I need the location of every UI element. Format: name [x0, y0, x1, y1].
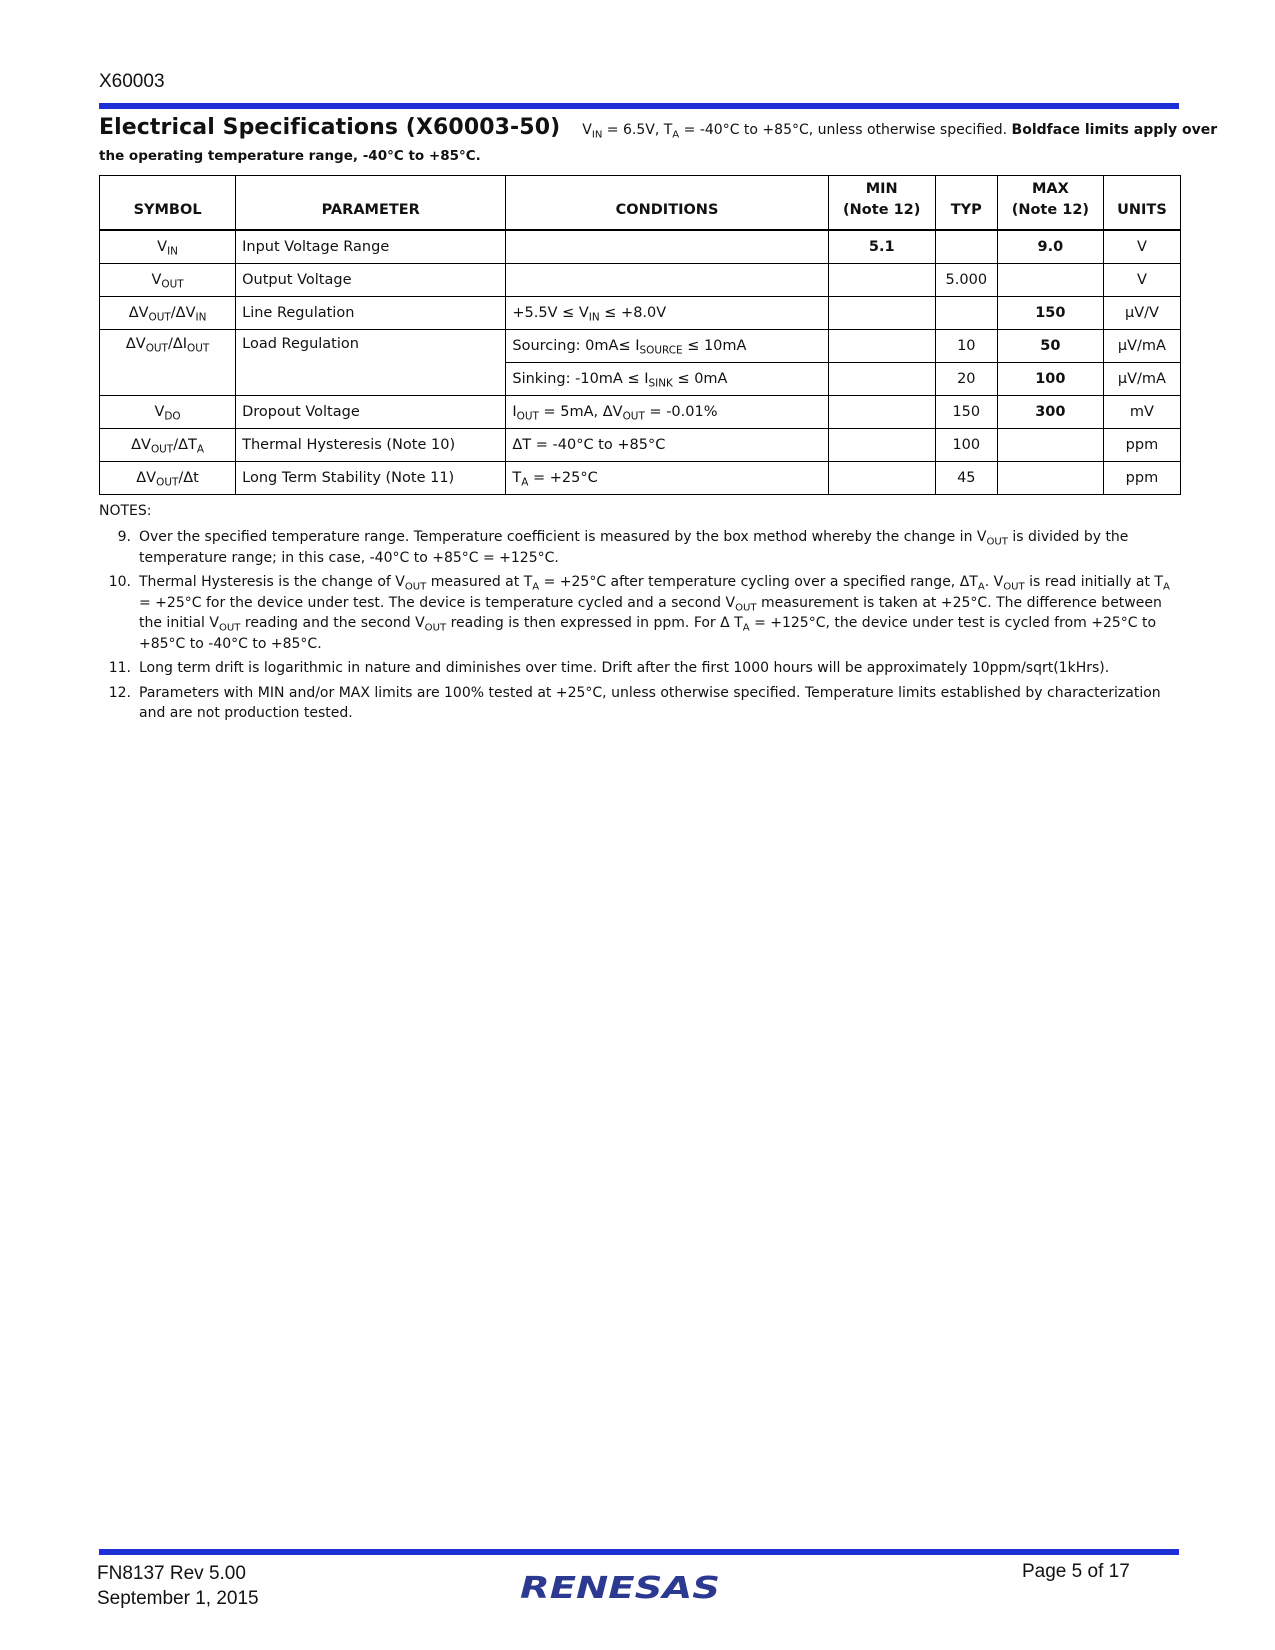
logo-text: RENESAS: [520, 1571, 720, 1606]
cond-t-sub: A: [672, 129, 680, 141]
max-cell: [997, 462, 1103, 495]
cond-part: = -0.01%: [644, 404, 718, 420]
units-cell: ppm: [1103, 429, 1180, 462]
cond-part: I: [512, 404, 517, 420]
col-max-note: (Note 12): [1011, 202, 1090, 218]
cond-part: ≤ +8.0V: [599, 305, 667, 321]
symbol-main: V: [151, 272, 162, 288]
conditions-cell: [506, 230, 828, 264]
units-cell: V: [1103, 264, 1180, 297]
max-cell: [997, 429, 1103, 462]
table-row: [100, 429, 1181, 462]
symbol-sub: IN: [195, 311, 207, 324]
parameter-cell: Load Regulation: [236, 330, 506, 396]
symbol-cell: [100, 330, 236, 396]
note-sub: A: [1162, 581, 1170, 593]
note-part: Thermal Hysteresis is the change of V: [139, 574, 405, 590]
cond-sub: A: [521, 476, 529, 489]
symbol-part: ΔV: [128, 305, 149, 321]
boldface-note-line2: the operating temperature range, -40°C to +85°C.: [99, 148, 481, 164]
units-cell: mV: [1103, 396, 1180, 429]
note-9: [99, 527, 1181, 568]
min-cell: [828, 462, 935, 495]
cond-sub: SOURCE: [639, 344, 683, 357]
col-conditions: CONDITIONS: [506, 176, 828, 231]
conditions-cell: [506, 264, 828, 297]
footer-left: [97, 1561, 259, 1611]
note-sub: A: [977, 581, 985, 593]
spec-table: [99, 175, 1181, 495]
cond-v: V: [582, 122, 592, 138]
symbol-cell: [100, 462, 236, 495]
symbol-sub: OUT: [150, 443, 174, 456]
table-header-row: [100, 176, 1181, 231]
col-min-label: MIN: [865, 181, 898, 197]
table-row: [100, 264, 1181, 297]
table-row: [100, 396, 1181, 429]
cond-sub: OUT: [516, 410, 539, 423]
symbol-cell: [100, 297, 236, 330]
conditions-cell: [506, 297, 828, 330]
page-number: Page 5 of 17: [1022, 1561, 1130, 1582]
note-text: Parameters with MIN and/or MAX limits are 100% tested at +25°C, unless otherwise specified. Temperature limits established by characterization and are not production tested.: [139, 684, 1161, 721]
symbol-sub: A: [196, 443, 204, 456]
max-cell: 9.0: [997, 230, 1103, 264]
table-row: [100, 230, 1181, 264]
symbol-cell: [100, 230, 236, 264]
note-part: measured at T: [426, 574, 533, 590]
note-sub: OUT: [735, 602, 757, 614]
min-cell: [828, 297, 935, 330]
note-part: reading and the second V: [240, 615, 425, 631]
cond-rest: = -40°C to +85°C, unless otherwise specified.: [679, 122, 1012, 138]
conditions-cell: ΔT = -40°C to +85°C: [506, 429, 828, 462]
units-cell: µV/mA: [1103, 330, 1180, 363]
renesas-logo-icon: [516, 1568, 726, 1608]
symbol-sub: OUT: [145, 342, 168, 355]
note-sub: OUT: [1003, 581, 1025, 593]
cond-part: = +25°C: [528, 470, 598, 486]
cond-part: ≤ 0mA: [672, 371, 728, 387]
note-number: 12.: [108, 684, 131, 701]
min-cell: [828, 330, 935, 363]
note-part: Over the specified temperature range. Temperature coefficient is measured by the box method whereby the change in V: [139, 529, 987, 545]
note-sub: OUT: [424, 622, 447, 634]
symbol-part: /ΔT: [173, 437, 197, 453]
col-min: [828, 176, 935, 231]
typ-cell: [935, 297, 997, 330]
table-row: [100, 462, 1181, 495]
cond-part: ≤ 10mA: [682, 338, 747, 354]
note-sub: OUT: [218, 622, 241, 634]
cond-sub: IN: [588, 311, 600, 324]
col-units: UNITS: [1103, 176, 1180, 231]
note-part: = +25°C after temperature cycling over a specified range, ΔT: [539, 574, 978, 590]
symbol-sub: OUT: [156, 476, 179, 489]
conditions-cell: [506, 330, 828, 363]
symbol-part: ΔV: [125, 336, 146, 352]
symbol-part: ΔV: [136, 470, 157, 486]
cond-part: Sinking: -10mA ≤ I: [512, 371, 649, 387]
col-min-note: (Note 12): [843, 202, 921, 218]
boldface-note: Boldface limits apply over: [1011, 122, 1218, 138]
notes-list: [99, 527, 1181, 728]
note-part: = +125°C, the device under test is cycled from +25°C to +85°C to -40°C to +85°C.: [139, 615, 1157, 652]
doc-revision: FN8137 Rev 5.00: [97, 1563, 246, 1584]
note-11: [99, 658, 1181, 679]
typ-cell: 45: [935, 462, 997, 495]
typ-cell: 20: [935, 363, 997, 396]
units-cell: µV/V: [1103, 297, 1180, 330]
cond-part: +5.5V ≤ V: [512, 305, 589, 321]
min-cell: [828, 396, 935, 429]
symbol-part: /ΔV: [170, 305, 196, 321]
typ-cell: 10: [935, 330, 997, 363]
parameter-cell: Output Voltage: [236, 264, 506, 297]
cond-part: Sourcing: 0mA≤ I: [512, 338, 640, 354]
cond-mid: = 6.5V, T: [602, 122, 673, 138]
note-number: 11.: [108, 660, 131, 676]
conditions-cell: [506, 462, 828, 495]
symbol-sub: DO: [164, 410, 181, 423]
conditions-cell: [506, 363, 828, 396]
min-cell: [828, 363, 935, 396]
parameter-cell: Long Term Stability (Note 11): [236, 462, 506, 495]
symbol-part: ΔV: [131, 437, 151, 453]
cond-v-sub: IN: [591, 129, 603, 141]
parameter-cell: Input Voltage Range: [236, 230, 506, 264]
col-max-label: MAX: [1031, 181, 1069, 197]
note-part: . V: [984, 574, 1004, 590]
note-10: [99, 572, 1181, 654]
document-id: X60003: [99, 71, 165, 92]
note-part: is read initially at T: [1024, 574, 1163, 590]
header-rule: [99, 103, 1179, 109]
note-sub: A: [742, 622, 750, 634]
min-cell: 5.1: [828, 230, 935, 264]
symbol-main: V: [154, 404, 165, 420]
col-parameter: PARAMETER: [236, 176, 506, 231]
cond-sub: OUT: [622, 410, 645, 423]
note-part: reading is then expressed in ppm. For Δ T: [446, 615, 743, 631]
renesas-logo: [516, 1568, 726, 1612]
units-cell: V: [1103, 230, 1180, 264]
col-symbol: SYMBOL: [100, 176, 236, 231]
max-cell: 150: [997, 297, 1103, 330]
symbol-part: /ΔI: [167, 336, 188, 352]
max-cell: 300: [997, 396, 1103, 429]
cond-part: = 5mA, ΔV: [538, 404, 623, 420]
note-12: [99, 683, 1181, 724]
symbol-sub: OUT: [187, 342, 210, 355]
note-sub: OUT: [404, 581, 427, 593]
min-cell: [828, 429, 935, 462]
note-part: = +25°C for the device under test. The device is temperature cycled and a second V: [139, 594, 736, 611]
symbol-cell: [100, 264, 236, 297]
col-typ: TYP: [935, 176, 997, 231]
col-max: [997, 176, 1103, 231]
note-sub: OUT: [986, 536, 1008, 548]
units-cell: µV/mA: [1103, 363, 1180, 396]
parameter-cell: Thermal Hysteresis (Note 10): [236, 429, 506, 462]
notes-heading: NOTES:: [99, 503, 152, 519]
conditions-cell: [506, 396, 828, 429]
typ-cell: 5.000: [935, 264, 997, 297]
symbol-cell: [100, 429, 236, 462]
typ-cell: [935, 230, 997, 264]
table-row: [100, 330, 1181, 363]
doc-date: September 1, 2015: [97, 1588, 259, 1609]
symbol-sub: IN: [167, 245, 178, 258]
note-text: Long term drift is logarithmic in nature and diminishes over time. Drift after the first 1000 hours will be approximately 10ppm/sqrt(1kHrs).: [139, 660, 1110, 676]
parameter-cell: Dropout Voltage: [236, 396, 506, 429]
note-part: measurement is taken at +25°C. The difference between the initial V: [139, 594, 1162, 631]
max-cell: 50: [997, 330, 1103, 363]
min-cell: [828, 264, 935, 297]
max-cell: [997, 264, 1103, 297]
symbol-cell: [100, 396, 236, 429]
note-part: is divided by the temperature range; in this case, -40°C to +85°C = +125°C.: [139, 529, 1129, 566]
note-text: [139, 527, 1181, 568]
typ-cell: 150: [935, 396, 997, 429]
symbol-part: /Δt: [178, 470, 199, 486]
note-text: [139, 572, 1181, 654]
cond-part: T: [512, 470, 522, 486]
section-heading: [99, 115, 1218, 141]
units-cell: ppm: [1103, 462, 1180, 495]
symbol-main: V: [157, 239, 168, 255]
note-sub: A: [532, 581, 540, 593]
symbol-sub: OUT: [161, 278, 184, 291]
parameter-cell: Line Regulation: [236, 297, 506, 330]
footer-rule: [99, 1549, 1179, 1555]
note-number: 9.: [117, 529, 131, 545]
symbol-sub: OUT: [148, 311, 171, 324]
section-title: Electrical Specifications (X60003-50): [99, 115, 561, 140]
max-cell: 100: [997, 363, 1103, 396]
cond-sub: SINK: [648, 377, 673, 390]
typ-cell: 100: [935, 429, 997, 462]
table-row: [100, 297, 1181, 330]
note-number: 10.: [108, 574, 131, 590]
